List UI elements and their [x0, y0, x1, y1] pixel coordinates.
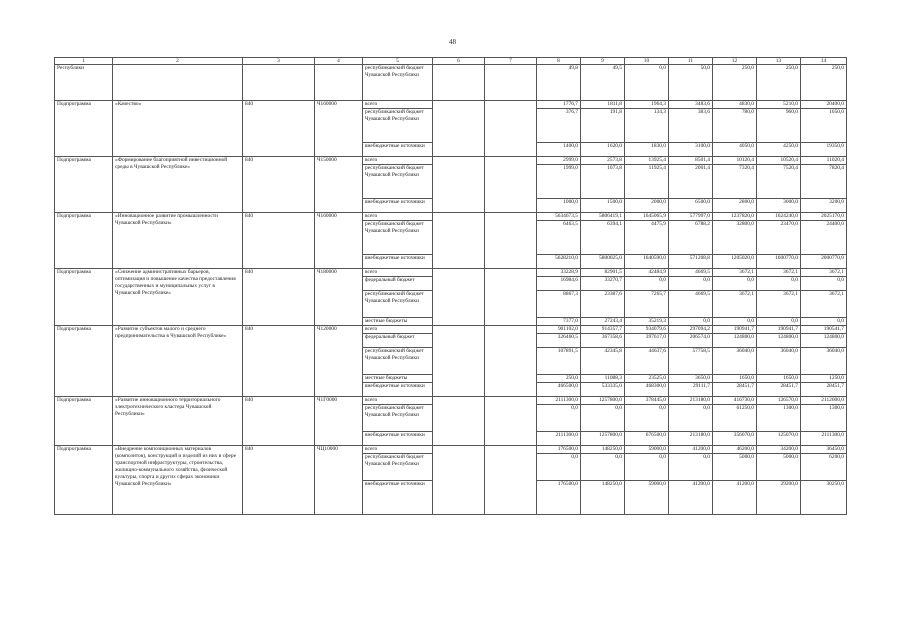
- table-row: [55, 326, 847, 334]
- value-cell: 124800,0: [801, 334, 847, 348]
- value-cell: 3672,1: [801, 291, 847, 318]
- value-cell: 901102,0: [537, 326, 581, 334]
- row-type-cell: Подпрограмма: [55, 269, 113, 326]
- value-cell: 34200,0: [757, 446, 801, 454]
- value-cell: 11925,4: [625, 165, 669, 199]
- value-cell: 24400,0: [801, 221, 847, 255]
- value-cell: 1776,7: [537, 101, 581, 109]
- value-cell: 148250,0: [581, 481, 625, 515]
- value-cell: 190941,7: [757, 326, 801, 334]
- value-cell: 2112600,0: [801, 397, 847, 405]
- value-cell: 0,0: [581, 405, 625, 432]
- value-cell: 4830,0: [713, 101, 757, 109]
- value-cell: 383,6: [669, 109, 713, 143]
- value-cell: 213180,0: [669, 397, 713, 405]
- empty-cell: [485, 65, 537, 101]
- value-cell: 3672,1: [757, 269, 801, 277]
- value-cell: 5800025,0: [581, 255, 625, 269]
- value-cell: 326460,5: [537, 334, 581, 348]
- value-cell: 32800,0: [713, 221, 757, 255]
- value-cell: 41200,0: [669, 481, 713, 515]
- value-cell: 23387,6: [581, 291, 625, 318]
- value-cell: 2000,0: [625, 199, 669, 213]
- value-cell: 3483,6: [669, 101, 713, 109]
- col-header: 12: [713, 58, 757, 65]
- value-cell: 2111300,0: [537, 432, 581, 446]
- value-cell: 42345,8: [581, 348, 625, 375]
- value-cell: 190541,7: [801, 326, 847, 334]
- funding-source-cell: внебюджетные источники: [363, 255, 433, 269]
- value-cell: 0,0: [801, 277, 847, 291]
- value-cell: 5806419,1: [581, 213, 625, 221]
- empty-cell: [433, 101, 485, 157]
- value-cell: 82901,5: [581, 269, 625, 277]
- value-cell: 7820,4: [801, 165, 847, 199]
- value-cell: 28451,7: [757, 383, 801, 397]
- funding-source-cell: республиканский бюджет Чувашской Республики: [363, 109, 433, 143]
- empty-cell: [485, 326, 537, 397]
- value-cell: 5000,0: [757, 454, 801, 481]
- value-cell: 3672,1: [757, 291, 801, 318]
- value-cell: 378445,0: [625, 397, 669, 405]
- value-cell: 44637,6: [625, 348, 669, 375]
- value-cell: 3000,0: [757, 199, 801, 213]
- empty-cell: [485, 101, 537, 157]
- target-code-cell: [315, 65, 363, 101]
- value-cell: 36450,0: [801, 446, 847, 454]
- value-cell: 30250,0: [801, 481, 847, 515]
- value-cell: 2800,0: [713, 199, 757, 213]
- funding-source-cell: всего: [363, 446, 433, 454]
- value-cell: 10520,4: [757, 157, 801, 165]
- grbs-code-cell: 840: [243, 157, 315, 213]
- value-cell: 1257800,0: [581, 397, 625, 405]
- value-cell: 7320,4: [713, 165, 757, 199]
- value-cell: 49,8: [537, 65, 581, 101]
- target-code-cell: Ч160000: [315, 213, 363, 269]
- value-cell: 416730,0: [713, 397, 757, 405]
- row-type-cell: Подпрограмма: [55, 213, 113, 269]
- target-code-cell: Ч160000: [315, 101, 363, 157]
- value-cell: 0,0: [669, 277, 713, 291]
- grbs-code-cell: 840: [243, 397, 315, 446]
- value-cell: 49,5: [581, 65, 625, 101]
- value-cell: 1050,0: [801, 109, 847, 143]
- grbs-code-cell: 840: [243, 269, 315, 326]
- value-cell: 1000,0: [537, 199, 581, 213]
- value-cell: 1964,3: [625, 101, 669, 109]
- target-code-cell: ЧЦ10000: [315, 446, 363, 515]
- col-header: 14: [801, 58, 847, 65]
- empty-cell: [485, 269, 537, 326]
- value-cell: 0,0: [537, 454, 581, 481]
- value-cell: 0,0: [713, 277, 757, 291]
- value-cell: 250,0: [713, 65, 757, 101]
- value-cell: 1999,0: [537, 165, 581, 199]
- funding-source-cell: всего: [363, 269, 433, 277]
- value-cell: 0,0: [625, 405, 669, 432]
- col-header: 4: [315, 58, 363, 65]
- value-cell: 29111,7: [669, 383, 713, 397]
- value-cell: 3650,0: [669, 375, 713, 383]
- value-cell: 0,0: [625, 65, 669, 101]
- col-header: 8: [537, 58, 581, 65]
- target-code-cell: Ч1Г0000: [315, 397, 363, 446]
- value-cell: 1073,8: [581, 165, 625, 199]
- value-cell: 6788,2: [669, 221, 713, 255]
- value-cell: 59000,0: [625, 446, 669, 454]
- empty-cell: [433, 397, 485, 446]
- row-type-cell: Подпрограмма: [55, 101, 113, 157]
- value-cell: 33270,7: [581, 277, 625, 291]
- table-row: [55, 269, 847, 277]
- col-header: 2: [113, 58, 243, 65]
- funding-source-cell: всего: [363, 157, 433, 165]
- value-cell: 1650,0: [713, 375, 757, 383]
- col-header: 1: [55, 58, 113, 65]
- value-cell: 0,0: [669, 454, 713, 481]
- table-row: [55, 101, 847, 109]
- value-cell: 213180,0: [669, 432, 713, 446]
- program-name-cell: «Развитие субъектов малого и среднего предпринимательства в Чувашской Республике»: [113, 326, 243, 397]
- value-cell: 3100,0: [669, 143, 713, 157]
- empty-cell: [433, 269, 485, 326]
- funding-source-cell: всего: [363, 101, 433, 109]
- value-cell: 124800,0: [757, 334, 801, 348]
- value-cell: 1257800,0: [581, 432, 625, 446]
- value-cell: 36040,0: [801, 348, 847, 375]
- program-name-cell: «Формирование благоприятной инвестиционной среды в Чувашской Республике»: [113, 157, 243, 213]
- value-cell: 1500,0: [581, 199, 625, 213]
- funding-source-cell: местные бюджеты: [363, 375, 433, 383]
- value-cell: 28451,7: [801, 383, 847, 397]
- value-cell: 577997,0: [669, 213, 713, 221]
- value-cell: 36040,0: [757, 348, 801, 375]
- grbs-code-cell: 840: [243, 326, 315, 397]
- funding-source-cell: внебюджетные источники: [363, 432, 433, 446]
- page-number: 48: [449, 38, 456, 46]
- funding-source-cell: республиканский бюджет Чувашской Республики: [363, 221, 433, 255]
- budget-table: [54, 57, 847, 515]
- col-header: 13: [757, 58, 801, 65]
- empty-cell: [485, 397, 537, 446]
- value-cell: 7265,7: [625, 291, 669, 318]
- funding-source-cell: республиканский бюджет Чувашской Республики: [363, 165, 433, 199]
- value-cell: 124800,0: [713, 334, 757, 348]
- value-cell: 0,0: [669, 318, 713, 326]
- funding-source-cell: внебюджетные источники: [363, 143, 433, 157]
- col-header: 9: [581, 58, 625, 65]
- value-cell: 27243,4: [581, 318, 625, 326]
- value-cell: 176500,0: [537, 481, 581, 515]
- funding-source-cell: внебюджетные источники: [363, 481, 433, 515]
- value-cell: 1830,0: [625, 143, 669, 157]
- funding-source-cell: внебюджетные источники: [363, 199, 433, 213]
- grbs-code-cell: [243, 65, 315, 101]
- value-cell: 250,0: [757, 65, 801, 101]
- row-type-cell: Подпрограмма: [55, 446, 113, 515]
- empty-cell: [433, 157, 485, 213]
- value-cell: 29200,0: [757, 481, 801, 515]
- empty-cell: [433, 213, 485, 269]
- funding-source-cell: республиканский бюджет Чувашской Республики: [363, 405, 433, 432]
- table-row: [55, 397, 847, 405]
- value-cell: 6394,1: [581, 221, 625, 255]
- target-code-cell: Ч150000: [315, 157, 363, 213]
- value-cell: 934079,6: [625, 326, 669, 334]
- value-cell: 676500,0: [625, 432, 669, 446]
- value-cell: 6500,0: [669, 199, 713, 213]
- value-cell: 126570,0: [757, 397, 801, 405]
- row-type-cell: Подпрограмма: [55, 397, 113, 446]
- value-cell: 1650,0: [757, 375, 801, 383]
- value-cell: 4250,0: [757, 143, 801, 157]
- value-cell: 11020,4: [801, 157, 847, 165]
- column-number-row: [55, 58, 847, 65]
- value-cell: 1624240,0: [757, 213, 801, 221]
- value-cell: 2000770,0: [801, 255, 847, 269]
- value-cell: 125070,0: [757, 432, 801, 446]
- value-cell: 3200,0: [801, 199, 847, 213]
- value-cell: 1300,0: [757, 405, 801, 432]
- value-cell: 0,0: [757, 277, 801, 291]
- value-cell: 41200,0: [669, 446, 713, 454]
- value-cell: 0,0: [713, 318, 757, 326]
- funding-source-cell: республиканский бюджет Чувашской Республики: [363, 291, 433, 318]
- grbs-code-cell: 840: [243, 101, 315, 157]
- row-type-cell: Республики: [55, 65, 113, 101]
- value-cell: 28451,7: [713, 383, 757, 397]
- value-cell: 5210,0: [757, 101, 801, 109]
- value-cell: 23525,0: [625, 375, 669, 383]
- value-cell: 3672,1: [801, 269, 847, 277]
- value-cell: 2111300,0: [537, 397, 581, 405]
- value-cell: 533335,0: [581, 383, 625, 397]
- funding-source-cell: местные бюджеты: [363, 318, 433, 326]
- value-cell: 16984,6: [537, 277, 581, 291]
- empty-cell: [485, 446, 537, 515]
- value-cell: 61250,0: [713, 405, 757, 432]
- value-cell: 10120,4: [713, 157, 757, 165]
- grbs-code-cell: 840: [243, 446, 315, 515]
- value-cell: 2573,8: [581, 157, 625, 165]
- value-cell: 367358,6: [581, 334, 625, 348]
- value-cell: 356070,0: [713, 432, 757, 446]
- value-cell: 176500,0: [537, 446, 581, 454]
- value-cell: 0,0: [757, 318, 801, 326]
- table-row: [55, 65, 847, 101]
- value-cell: 59000,0: [625, 481, 669, 515]
- value-cell: 7377,0: [537, 318, 581, 326]
- value-cell: 5628210,0: [537, 255, 581, 269]
- row-type-cell: Подпрограмма: [55, 157, 113, 213]
- value-cell: 960,0: [757, 109, 801, 143]
- value-cell: 4475,9: [625, 221, 669, 255]
- value-cell: 41200,0: [713, 481, 757, 515]
- value-cell: 20400,0: [801, 101, 847, 109]
- program-name-cell: [113, 65, 243, 101]
- value-cell: 5000,0: [713, 454, 757, 481]
- empty-cell: [433, 446, 485, 515]
- funding-source-cell: всего: [363, 326, 433, 334]
- funding-source-cell: федеральный бюджет: [363, 277, 433, 291]
- value-cell: 3672,1: [713, 291, 757, 318]
- value-cell: 2001,4: [669, 165, 713, 199]
- value-cell: 1300,0: [801, 405, 847, 432]
- value-cell: 466500,0: [537, 383, 581, 397]
- value-cell: 1400,0: [537, 143, 581, 157]
- value-cell: 3672,1: [713, 269, 757, 277]
- value-cell: 50,0: [669, 65, 713, 101]
- empty-cell: [433, 65, 485, 101]
- value-cell: 468300,0: [625, 383, 669, 397]
- empty-cell: [485, 157, 537, 213]
- funding-source-cell: внебюджетные источники: [363, 383, 433, 397]
- table-row: [55, 213, 847, 221]
- value-cell: 0,0: [625, 454, 669, 481]
- value-cell: 571208,8: [669, 255, 713, 269]
- table-row: [55, 157, 847, 165]
- value-cell: 42484,9: [625, 269, 669, 277]
- value-cell: 376,7: [537, 109, 581, 143]
- value-cell: 1237820,0: [713, 213, 757, 221]
- value-cell: 297094,2: [669, 326, 713, 334]
- value-cell: 2999,0: [537, 157, 581, 165]
- value-cell: 190941,7: [713, 326, 757, 334]
- value-cell: 23470,0: [757, 221, 801, 255]
- value-cell: 780,0: [713, 109, 757, 143]
- value-cell: 250,0: [801, 65, 847, 101]
- program-name-cell: «Инновационное развитие промышленности Чувашской Республики»: [113, 213, 243, 269]
- row-type-cell: Подпрограмма: [55, 326, 113, 397]
- program-name-cell: «Снижение административных барьеров, оптимизация и повышение качества предоставления государственных и муниципальных услуг в Чувашской Республике»: [113, 269, 243, 326]
- col-header: 7: [485, 58, 537, 65]
- table-row: [55, 446, 847, 454]
- value-cell: 1645065,9: [625, 213, 669, 221]
- value-cell: 1620,0: [581, 143, 625, 157]
- col-header: 11: [669, 58, 713, 65]
- value-cell: 2025170,0: [801, 213, 847, 221]
- value-cell: 57758,5: [669, 348, 713, 375]
- target-code-cell: Ч180000: [315, 269, 363, 326]
- program-name-cell: «Качество»: [113, 101, 243, 157]
- value-cell: 4050,0: [713, 143, 757, 157]
- value-cell: 1811,8: [581, 101, 625, 109]
- grbs-code-cell: 840: [243, 213, 315, 269]
- col-header: 10: [625, 58, 669, 65]
- value-cell: 0,0: [625, 277, 669, 291]
- empty-cell: [433, 326, 485, 397]
- value-cell: 8867,3: [537, 291, 581, 318]
- value-cell: 13925,4: [625, 157, 669, 165]
- value-cell: 8501,4: [669, 157, 713, 165]
- program-name-cell: «Развитие инновационного территориального электротехнического кластера Чувашской Республики»: [113, 397, 243, 446]
- value-cell: 11088,3: [581, 375, 625, 383]
- value-cell: 1640590,0: [625, 255, 669, 269]
- value-cell: 35219,3: [625, 318, 669, 326]
- col-header: 6: [433, 58, 485, 65]
- funding-source-cell: республиканский бюджет Чувашской Республики: [363, 454, 433, 481]
- value-cell: 5634673,5: [537, 213, 581, 221]
- empty-cell: [485, 213, 537, 269]
- value-cell: 7520,4: [757, 165, 801, 199]
- value-cell: 0,0: [669, 405, 713, 432]
- funding-source-cell: всего: [363, 213, 433, 221]
- value-cell: 107891,5: [537, 348, 581, 375]
- value-cell: 4669,5: [669, 291, 713, 318]
- target-code-cell: Ч120000: [315, 326, 363, 397]
- value-cell: 134,3: [625, 109, 669, 143]
- value-cell: 36040,0: [713, 348, 757, 375]
- col-header: 5: [363, 58, 433, 65]
- value-cell: 0,0: [801, 318, 847, 326]
- value-cell: 1205020,0: [713, 255, 757, 269]
- value-cell: 0,0: [581, 454, 625, 481]
- value-cell: 1250,0: [801, 375, 847, 383]
- value-cell: 6200,0: [801, 454, 847, 481]
- col-header: 3: [243, 58, 315, 65]
- program-name-cell: «Внедрение композиционных материалов (композитов), конструкций и изделий из них в сфере транспортной инфраструктуры, строительства, жилищно-коммунального хозяйства, физической культуры, спорта и других сферах экономики Чувашской Республики»: [113, 446, 243, 515]
- value-cell: 0,0: [537, 405, 581, 432]
- value-cell: 914357,7: [581, 326, 625, 334]
- value-cell: 148250,0: [581, 446, 625, 454]
- value-cell: 46200,0: [713, 446, 757, 454]
- value-cell: 250,0: [537, 375, 581, 383]
- funding-source-cell: всего: [363, 397, 433, 405]
- funding-source-cell: федеральный бюджет: [363, 334, 433, 348]
- value-cell: 191,8: [581, 109, 625, 143]
- funding-source-cell: республиканский бюджет Чувашской Республики: [363, 348, 433, 375]
- value-cell: 206574,0: [669, 334, 713, 348]
- value-cell: 2111300,0: [801, 432, 847, 446]
- value-cell: 4669,5: [669, 269, 713, 277]
- value-cell: 397617,0: [625, 334, 669, 348]
- funding-source-cell: республиканский бюджет Чувашской Республики: [363, 65, 433, 101]
- value-cell: 19350,0: [801, 143, 847, 157]
- value-cell: 6463,5: [537, 221, 581, 255]
- value-cell: 33228,9: [537, 269, 581, 277]
- value-cell: 1600770,0: [757, 255, 801, 269]
